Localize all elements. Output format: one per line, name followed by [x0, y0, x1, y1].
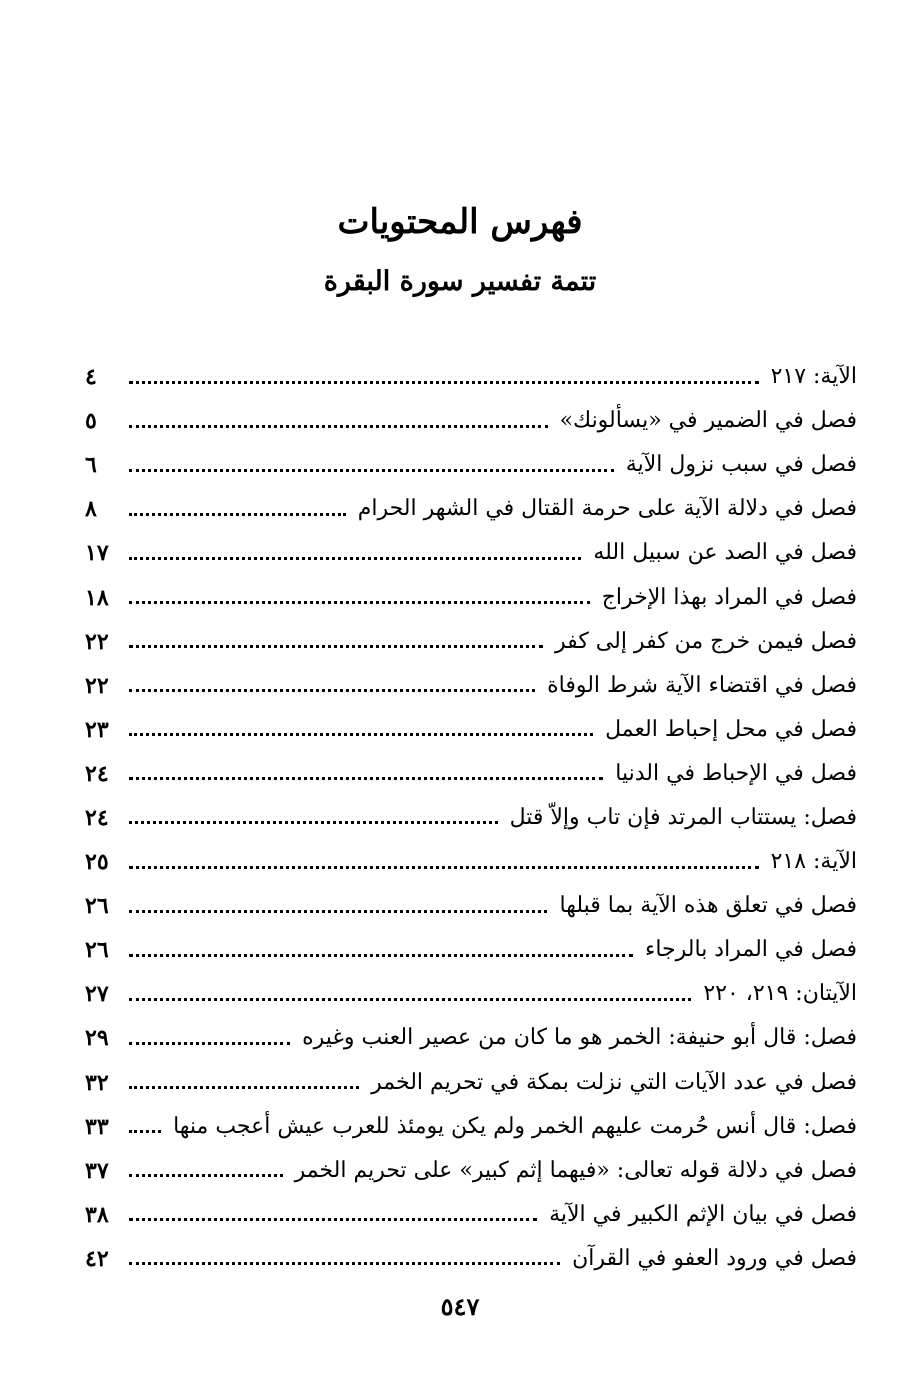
toc-entry-title: فصل في الصد عن سبيل الله — [593, 540, 857, 566]
dot-leader — [129, 557, 581, 560]
toc-entry — [85, 972, 857, 1016]
page-number: ٥٤٧ — [440, 1292, 480, 1321]
toc-entry-title: فصل في عدد الآيات التي نزلت بمكة في تحريم الخمر — [371, 1069, 857, 1095]
toc-entry — [85, 928, 857, 972]
toc-entry — [85, 1061, 857, 1105]
toc-entry-title: فصل في دلالة الآية على حرمة القتال في الشهر الحرام — [357, 496, 857, 522]
toc-entry-title: فصل فيمن خرج من كفر إلى كفر — [555, 628, 857, 654]
toc-list — [85, 355, 857, 1281]
dot-leader — [129, 1086, 359, 1089]
dot-leader — [129, 910, 547, 913]
dot-leader — [129, 1130, 161, 1133]
dot-leader — [129, 821, 498, 824]
toc-entry-title: الآيتان: ٢١٩، ٢٢٠ — [703, 981, 857, 1007]
toc-entry — [85, 884, 857, 928]
dot-leader — [129, 1174, 283, 1177]
toc-entry-title: فصل في الضمير في «يسألونك» — [559, 408, 857, 434]
toc-entry-page: ٢٧ — [85, 981, 109, 1008]
toc-entry-title: الآية: ٢١٧ — [770, 364, 857, 390]
toc-entry — [85, 752, 857, 796]
toc-entry-title: فصل في المراد بالرجاء — [645, 937, 857, 963]
toc-entry — [85, 487, 857, 531]
toc-entry — [85, 355, 857, 399]
toc-entry-page: ٣٨ — [85, 1201, 109, 1228]
dot-leader — [129, 954, 633, 957]
dot-leader — [129, 645, 543, 648]
toc-entry — [85, 443, 857, 487]
toc-entry-page: ٢٢ — [85, 628, 109, 655]
toc-entry — [85, 708, 857, 752]
toc-entry-title: فصل: قال أبو حنيفة: الخمر هو ما كان من عصير العنب وغيره — [302, 1025, 857, 1051]
toc-entry-title: فصل في الإحباط في الدنيا — [615, 760, 857, 786]
toc-entry — [85, 1149, 857, 1193]
toc-entry-title: فصل في المراد بهذا الإخراج — [601, 584, 857, 610]
toc-entry-page: ١٧ — [85, 540, 109, 567]
toc-entry — [85, 1016, 857, 1060]
toc-entry-title: فصل في دلالة قوله تعالى: «فيهما إثم كبير» على تحريم الخمر — [294, 1157, 857, 1183]
toc-entry — [85, 1105, 857, 1149]
dot-leader — [129, 1042, 290, 1045]
dot-leader — [129, 1218, 537, 1221]
toc-entry-title: فصل: قال أنس حُرمت عليهم الخمر ولم يكن يومئذ للعرب عيش أعجب منها — [173, 1113, 857, 1139]
dot-leader — [129, 866, 759, 869]
toc-entry-page: ٢٩ — [85, 1025, 109, 1052]
toc-entry-page: ٢٣ — [85, 716, 109, 743]
toc-entry-page: ٢٦ — [85, 893, 109, 920]
dot-leader — [129, 469, 614, 472]
toc-entry-title: فصل في محل إحباط العمل — [605, 716, 857, 742]
toc-entry-page: ٣٣ — [85, 1113, 109, 1140]
dot-leader — [129, 998, 691, 1001]
toc-entry-title: الآية: ٢١٨ — [770, 849, 857, 875]
dot-leader — [129, 777, 603, 780]
toc-entry-page: ٢٤ — [85, 760, 109, 787]
toc-entry — [85, 1237, 857, 1281]
toc-entry-page: ٦ — [85, 452, 97, 479]
dot-leader — [129, 381, 759, 384]
toc-entry-title: فصل في ورود العفو في القرآن — [572, 1245, 857, 1271]
toc-entry — [85, 1193, 857, 1237]
page-title: فهرس المحتويات — [337, 202, 583, 242]
toc-entry-title: فصل: يستتاب المرتد فإن تاب وإلاّ قتل — [509, 804, 857, 830]
toc-entry-page: ٢٥ — [85, 849, 109, 876]
page-subtitle: تتمة تفسير سورة البقرة — [323, 266, 597, 297]
toc-entry-page: ٢٦ — [85, 937, 109, 964]
toc-entry-page: ٢٢ — [85, 672, 109, 699]
dot-leader — [129, 733, 593, 736]
dot-leader — [129, 1262, 560, 1265]
toc-entry-title: فصل في تعلق هذه الآية بما قبلها — [559, 893, 857, 919]
toc-entry-page: ٤ — [85, 364, 97, 391]
toc-entry — [85, 840, 857, 884]
toc-entry-page: ٣٢ — [85, 1069, 109, 1096]
dot-leader — [129, 689, 535, 692]
toc-entry-page: ٥ — [85, 408, 97, 435]
toc-entry — [85, 399, 857, 443]
toc-entry — [85, 796, 857, 840]
toc-entry-page: ٤٢ — [85, 1245, 109, 1272]
toc-entry-title: فصل في بيان الإثم الكبير في الآية — [549, 1201, 857, 1227]
toc-entry-page: ١٨ — [85, 584, 109, 611]
toc-entry-page: ٣٧ — [85, 1157, 109, 1184]
dot-leader — [129, 601, 590, 604]
toc-entry — [85, 664, 857, 708]
dot-leader — [129, 513, 346, 516]
toc-entry — [85, 531, 857, 575]
toc-entry — [85, 575, 857, 619]
dot-leader — [129, 425, 548, 428]
toc-entry-title: فصل في اقتضاء الآية شرط الوفاة — [547, 672, 857, 698]
toc-entry-page: ٢٤ — [85, 804, 109, 831]
toc-entry — [85, 620, 857, 664]
toc-entry-page: ٨ — [85, 496, 97, 523]
toc-entry-title: فصل في سبب نزول الآية — [625, 452, 857, 478]
